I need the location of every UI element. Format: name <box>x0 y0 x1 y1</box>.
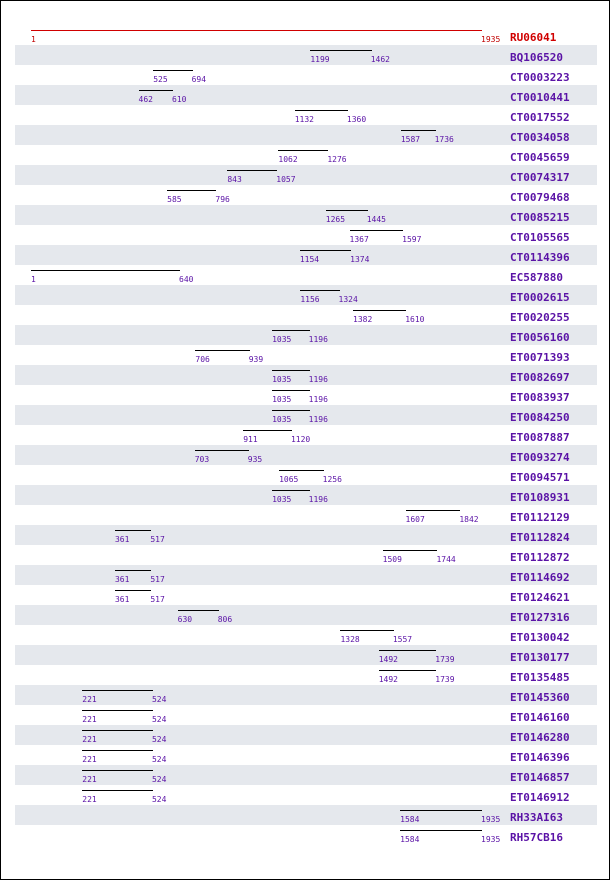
hit-span-bar <box>195 450 249 451</box>
span-start-label: 1584 <box>400 815 420 824</box>
hit-span-bar <box>401 130 436 131</box>
alignment-row <box>15 585 597 605</box>
sequence-id-link[interactable]: ET0127316 <box>510 611 570 624</box>
span-start-label: 361 <box>114 595 130 604</box>
hit-span-bar <box>379 670 437 671</box>
sequence-id-link[interactable]: ET0146280 <box>510 731 570 744</box>
sequence-id-link[interactable]: ET0146160 <box>510 711 570 724</box>
alignment-row <box>15 685 597 705</box>
span-start-label: 1509 <box>382 555 402 564</box>
span-end-label: 1196 <box>308 375 328 384</box>
span-start-label: 585 <box>167 195 182 204</box>
alignment-row <box>15 425 597 445</box>
sequence-id-link[interactable]: CT0045659 <box>510 151 570 164</box>
sequence-id-link[interactable]: ET0146912 <box>510 791 570 804</box>
alignment-row <box>15 25 597 45</box>
span-end-label: 1120 <box>290 435 311 444</box>
span-start-label: 1328 <box>340 635 360 644</box>
hit-span-bar <box>178 610 219 611</box>
span-start-label: 525 <box>153 75 168 84</box>
hit-span-bar <box>353 310 406 311</box>
span-start-label: 1035 <box>272 495 292 504</box>
span-start-label: 1199 <box>310 55 330 64</box>
alignment-row <box>15 725 597 745</box>
sequence-id-link[interactable]: ET0146857 <box>510 771 570 784</box>
alignment-row <box>15 125 597 145</box>
hit-span-bar <box>272 390 310 391</box>
span-end-label: 524 <box>151 715 167 724</box>
sequence-id-link[interactable]: RH57CB16 <box>510 831 563 844</box>
alignment-row <box>15 485 597 505</box>
hit-span-bar <box>31 270 180 271</box>
alignment-row <box>15 185 597 205</box>
sequence-id-link[interactable]: ET0020255 <box>510 311 570 324</box>
span-end-label: 1935 <box>481 835 501 844</box>
hit-span-bar <box>115 590 151 591</box>
span-end-label: 1445 <box>366 215 386 224</box>
alignment-row <box>15 785 597 805</box>
span-end-label: 524 <box>151 775 167 784</box>
span-end-label: 1739 <box>435 655 455 664</box>
hit-span-bar <box>295 110 348 111</box>
sequence-id-link[interactable]: CT0034058 <box>510 131 570 144</box>
span-end-label: 694 <box>191 75 207 84</box>
alignment-row <box>15 445 597 465</box>
span-end-label: 524 <box>151 755 167 764</box>
alignment-row <box>15 405 597 425</box>
span-end-label: 1597 <box>402 235 422 244</box>
span-start-label: 1492 <box>378 655 398 664</box>
alignment-row <box>15 85 597 105</box>
alignment-row <box>15 105 597 125</box>
sequence-id-link[interactable]: ET0114692 <box>510 571 570 584</box>
sequence-id-link[interactable]: ET0002615 <box>510 291 570 304</box>
span-start-label: 706 <box>195 355 210 364</box>
hit-span-bar <box>272 370 310 371</box>
hit-span-bar <box>400 810 482 811</box>
sequence-id-link[interactable]: RH33AI63 <box>510 811 563 824</box>
alignment-row <box>15 345 597 365</box>
span-end-label: 524 <box>151 735 167 744</box>
alignment-row <box>15 45 597 65</box>
hit-span-bar <box>227 170 277 171</box>
span-end-label: 1842 <box>459 515 479 524</box>
sequence-id-link[interactable]: ET0112872 <box>510 551 570 564</box>
span-end-label: 1462 <box>370 55 390 64</box>
hit-span-bar <box>82 710 153 711</box>
sequence-id-link[interactable]: EC587880 <box>510 271 563 284</box>
span-end-label: 1196 <box>308 495 328 504</box>
span-end-label: 640 <box>179 275 194 284</box>
hit-span-bar <box>82 770 153 771</box>
span-end-label: 524 <box>151 795 167 804</box>
sequence-id-link[interactable]: ET0083937 <box>510 391 570 404</box>
sequence-id-link[interactable]: ET0071393 <box>510 351 570 364</box>
span-start-label: 361 <box>114 535 130 544</box>
alignment-row <box>15 205 597 225</box>
span-end-label: 1736 <box>434 135 454 144</box>
hit-span-bar <box>139 90 174 91</box>
span-start-label: 221 <box>82 795 97 804</box>
sequence-id-link[interactable]: ET0112824 <box>510 531 570 544</box>
alignment-row <box>15 825 597 845</box>
span-end-label: 517 <box>150 595 165 604</box>
span-start-label: 843 <box>227 175 242 184</box>
alignment-row <box>15 465 597 485</box>
span-start-label: 1 <box>31 275 36 284</box>
sequence-id-link[interactable]: ET0108931 <box>510 491 570 504</box>
span-end-label: 524 <box>151 695 167 704</box>
span-start-label: 1607 <box>405 515 425 524</box>
sequence-id-link[interactable]: CT0114396 <box>510 251 570 264</box>
sequence-id-link[interactable]: CT0017552 <box>510 111 570 124</box>
hit-span-bar <box>406 510 461 511</box>
span-end-label: 1324 <box>338 295 358 304</box>
span-end-label: 517 <box>150 535 165 544</box>
span-end-label: 1256 <box>322 475 342 484</box>
hit-span-bar <box>300 290 339 291</box>
reference-span-bar <box>31 30 482 31</box>
sequence-id-link[interactable]: ET0093274 <box>510 451 570 464</box>
hit-span-bar <box>82 730 153 731</box>
span-start-label: 221 <box>82 755 97 764</box>
sequence-id-link[interactable]: CT0079468 <box>510 191 570 204</box>
span-start-label: 1492 <box>378 675 398 684</box>
reference-sequence-label: RU06041 <box>510 31 557 44</box>
span-start-label: 1367 <box>349 235 369 244</box>
span-end-label: 1739 <box>435 675 455 684</box>
hit-span-bar <box>115 570 151 571</box>
alignment-row <box>15 765 597 785</box>
hit-span-bar <box>272 410 310 411</box>
alignment-row <box>15 165 597 185</box>
span-start-label: 1382 <box>353 315 373 324</box>
alignment-row <box>15 265 597 285</box>
span-start-label: 221 <box>82 735 97 744</box>
sequence-id-link[interactable]: BQ106520 <box>510 51 563 64</box>
span-start-label: 221 <box>82 715 97 724</box>
span-end-label: 1196 <box>308 335 328 344</box>
alignment-row <box>15 745 597 765</box>
span-start-label: 221 <box>82 695 97 704</box>
span-end-label: 935 <box>247 455 263 464</box>
sequence-id-link[interactable]: CT0003223 <box>510 71 570 84</box>
hit-span-bar <box>167 190 216 191</box>
alignment-row <box>15 65 597 85</box>
span-end-label: 939 <box>248 355 264 364</box>
span-start-label: 630 <box>177 615 193 624</box>
hit-span-bar <box>278 150 328 151</box>
span-start-label: 1584 <box>400 835 420 844</box>
span-end-label: 1196 <box>308 395 328 404</box>
sequence-id-link[interactable]: ET0146396 <box>510 751 570 764</box>
span-start-label: 1035 <box>272 395 292 404</box>
sequence-id-link[interactable]: ET0112129 <box>510 511 570 524</box>
alignment-row <box>15 565 597 585</box>
alignment-row <box>15 645 597 665</box>
span-start-label: 1035 <box>272 375 292 384</box>
span-start-label: 1265 <box>325 215 346 224</box>
sequence-id-link[interactable]: ET0124621 <box>510 591 570 604</box>
hit-span-bar <box>326 210 368 211</box>
sequence-id-link[interactable]: CT0105565 <box>510 231 570 244</box>
sequence-id-link[interactable]: ET0135485 <box>510 671 570 684</box>
sequence-id-link[interactable]: ET0094571 <box>510 471 570 484</box>
span-start-label: 911 <box>243 435 258 444</box>
span-start-label: 1132 <box>294 115 314 124</box>
hit-span-bar <box>400 830 482 831</box>
span-start-label: 221 <box>82 775 97 784</box>
sequence-id-link[interactable]: ET0082697 <box>510 371 570 384</box>
hit-span-bar <box>279 470 324 471</box>
span-start-label: 1065 <box>279 475 299 484</box>
sequence-id-link[interactable]: ET0130177 <box>510 651 570 664</box>
span-start-label: 1156 <box>300 295 320 304</box>
span-end-label: 796 <box>215 195 230 204</box>
span-start-label: 1587 <box>400 135 421 144</box>
hit-span-bar <box>310 50 371 51</box>
sequence-id-link[interactable]: CT0085215 <box>510 211 570 224</box>
hit-span-bar <box>272 490 310 491</box>
span-end-label: 610 <box>172 95 187 104</box>
hit-span-bar <box>340 630 393 631</box>
span-end-label: 1744 <box>436 555 456 564</box>
span-end-label: 1610 <box>405 315 425 324</box>
span-end-label: 1057 <box>276 175 296 184</box>
hit-span-bar <box>115 530 151 531</box>
span-start-label: 703 <box>194 455 210 464</box>
span-end-label: 1360 <box>346 115 367 124</box>
sequence-id-link[interactable]: CT0010441 <box>510 91 570 104</box>
alignment-row <box>15 665 597 685</box>
alignment-row <box>15 285 597 305</box>
span-start-label: 361 <box>114 575 130 584</box>
span-end-label: 1935 <box>481 815 501 824</box>
span-start-label: 1 <box>31 35 36 44</box>
span-end-label: 1196 <box>308 415 328 424</box>
alignment-row <box>15 605 597 625</box>
alignment-row <box>15 145 597 165</box>
span-start-label: 462 <box>138 95 153 104</box>
alignment-row <box>15 805 597 825</box>
sequence-id-link[interactable]: ET0084250 <box>510 411 570 424</box>
alignment-row <box>15 505 597 525</box>
span-end-label: 806 <box>217 615 233 624</box>
hit-span-bar <box>82 790 153 791</box>
alignment-row <box>15 525 597 545</box>
alignment-row <box>15 245 597 265</box>
span-start-label: 1062 <box>278 155 298 164</box>
alignment-row <box>15 325 597 345</box>
hit-span-bar <box>379 650 437 651</box>
hit-span-bar <box>383 550 438 551</box>
span-end-label: 1935 <box>481 35 501 44</box>
hit-span-bar <box>350 230 404 231</box>
sequence-id-link[interactable]: CT0074317 <box>510 171 570 184</box>
hit-span-bar <box>272 330 310 331</box>
sequence-id-link[interactable]: ET0130042 <box>510 631 570 644</box>
span-end-label: 1557 <box>392 635 413 644</box>
hit-span-bar <box>82 690 153 691</box>
alignment-row <box>15 385 597 405</box>
hit-span-bar <box>153 70 192 71</box>
hit-span-bar <box>195 350 249 351</box>
alignment-row <box>15 305 597 325</box>
alignment-row <box>15 625 597 645</box>
span-end-label: 1276 <box>327 155 347 164</box>
span-end-label: 1374 <box>350 255 370 264</box>
span-end-label: 517 <box>150 575 165 584</box>
span-start-label: 1035 <box>272 335 292 344</box>
sequence-id-link[interactable]: ET0087887 <box>510 431 570 444</box>
span-start-label: 1035 <box>272 415 292 424</box>
hit-span-bar <box>82 750 153 751</box>
alignment-row <box>15 705 597 725</box>
alignment-row <box>15 365 597 385</box>
hit-span-bar <box>243 430 292 431</box>
alignment-row <box>15 545 597 565</box>
span-start-label: 1154 <box>299 255 320 264</box>
alignment-row <box>15 225 597 245</box>
sequence-id-link[interactable]: ET0056160 <box>510 331 570 344</box>
hit-span-bar <box>300 250 351 251</box>
sequence-id-link[interactable]: ET0145360 <box>510 691 570 704</box>
